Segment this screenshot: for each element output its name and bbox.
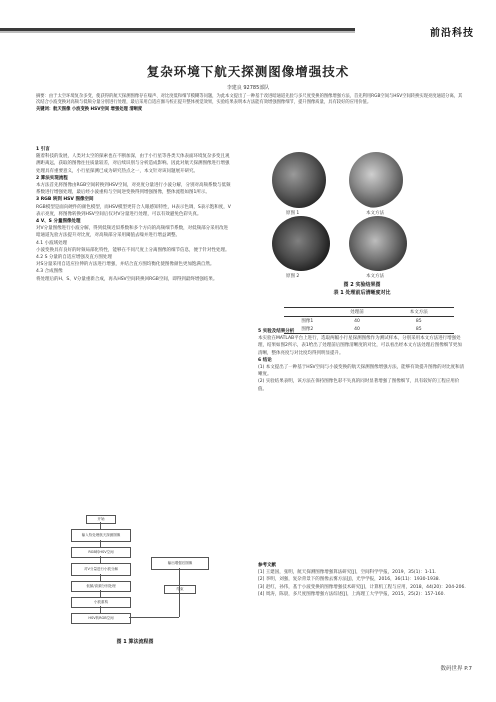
fig-label-4: 本文方法 [366, 274, 384, 279]
paragraph: 对S分量采用自适应拉伸的方法进行增强，并结合直方图均衡化使图像颜色更加饱满自然。 [36, 262, 215, 268]
left-column [36, 146, 232, 283]
article-title: 复杂环境下航天探测图像增强技术 [146, 64, 350, 79]
paragraph: 将处理后的H、S、V分量重新合成，再从HSV空间转换回RGB空间，即得到最终增强结果。 [36, 276, 218, 282]
paragraph: 本方法首先将图像由RGB空间转换到HSV空间，对亮度分量进行小波分解，分别对高频系数与低频系数进行增强处理，最后经小波重构与空间逆变换得到增强图像，整体流程如图1所示。 [36, 183, 231, 196]
paragraph: 本实验在MATLAB平台上进行，选取两幅小行星探测图像作为测试样本，分别采用本文方法进行增强处理，结果如图2所示，表1给出了处理前后图像清晰度的对比，可以看出经本文方法处理后图像细节更加清晰，整体亮度与对比度均得到明显提升。 [258, 336, 462, 356]
flow-node-input: 输入待处理航天探测图像 [71, 529, 131, 542]
table1-caption: 表 1 处理前后清晰度对比 [333, 290, 391, 296]
paragraph: 4.3 合成图像 [36, 269, 63, 275]
references [258, 562, 466, 598]
flow-node-end: 结束 [164, 585, 196, 594]
table-row [284, 317, 454, 326]
flowchart [46, 515, 224, 635]
table-cell: 图像2 [301, 327, 314, 332]
abstract-text: 摘要：由于太空环境复杂多变，使获得的航天探测图像存在噪声、对比度低和细节模糊等问题，为此本文提出了一种基于改进暗通道先验与多尺度变换的图像增强方法，首先利用RGB空间与HSV空间转换实现亮度通道分离，其次结合小波变换对高频与低频分量分别进行处理，最后采用自适应伽马校正提升整体视觉效果，实验结果表明本方法能有效增强图像细节，提升图像质量，具有较好的应用价值。 [36, 94, 463, 106]
abstract-block [36, 94, 466, 113]
references-heading: 参考文献 [258, 563, 276, 568]
reference-item: [3] 赵红，孙伟，基于小波变换的图像增强技术研究[J]，计算机工程与应用，2018，44(20)：204-206. [258, 584, 466, 590]
flow-node-start: 开始 [86, 515, 116, 524]
flow-node-hsv2rgb: HSV转RGB空间 [71, 613, 131, 624]
fig-label-1: 原图 1 [286, 211, 300, 216]
fig-label-3: 原图 2 [286, 274, 300, 279]
right-column [258, 328, 466, 393]
table-header [284, 308, 331, 317]
article-authors: 李建良 92785部队 [226, 85, 270, 91]
section-heading: 2 算法实现流程 [36, 175, 68, 181]
paragraph: 小波变换具有良好的时频局部化特性，能够在不同尺度上分离图像的细节信息，便于针对性处理。 [36, 247, 230, 253]
table-cell: 85 [415, 318, 422, 324]
keywords: 关键词：航天图像 小波变换 HSV空间 增强处理 清晰度 [36, 106, 143, 112]
fig2-caption: 图 2 实验结果图 [343, 282, 381, 288]
paragraph: RGB模型是面向硬件的颜色模型，而HSV模型更符合人眼感知特性，H表示色调，S表示饱和度，V表示亮度，将图像转换到HSV空间后仅对V分量进行处理，可以有效避免色彩失真。 [36, 204, 231, 217]
paragraph: 4.1 小波域处理 [36, 240, 68, 246]
section-heading: 3 RGB 转到 HSV 图像空间 [36, 197, 94, 203]
section-heading: 6 结论 [258, 357, 272, 363]
paragraph: (2) 实验结果表明，该方法在保持图像色彩不失真的同时显著增强了图像细节，具有较好的工程应用价值。 [258, 379, 460, 392]
reference-item: [1] 王建国，张明，航天探测图像增强算法研究[J]，空间科学学报，2019，35(1)：1-11. [258, 570, 437, 576]
flow-node-rgb2hsv: RGB转HSV空间 [71, 547, 131, 558]
section-heading: 5 实验及结果分析 [258, 329, 295, 334]
top-rule [0, 28, 496, 34]
table-header: 处理前 [350, 310, 364, 315]
enhanced-image-1 [349, 152, 403, 208]
flow-node-reconstruct: 小波重构 [71, 597, 131, 608]
table-cell: 40 [354, 326, 360, 332]
paragraph: 4.2 S 分量的自适应增强及直方图处理 [36, 255, 112, 261]
section-brand: 前沿科技 [430, 28, 474, 39]
enhanced-image-2 [349, 216, 407, 271]
paragraph: 对V分量图像进行小波分解，得到低频近似系数和多个方向的高频细节系数，对低频部分采用改进暗通道先验方法提升对比度，对高频部分采用阈值去噪并进行增益调整。 [36, 226, 229, 239]
table-cell: 图像1 [301, 319, 314, 324]
flow-node-process: 低频/高频分别处理 [71, 581, 131, 592]
flow-node-output: 输出增强后图像 [151, 557, 209, 570]
section-heading: 4 V、S 分量图像处理 [36, 219, 81, 225]
flow-node-wavelet: 对V分量进行小波分解 [71, 563, 131, 576]
reference-item: [4] 周涛，陈晨，多尺度图像增强方法综述[J]，上海理工大学学报，2015，25(2)：157-160. [258, 591, 445, 597]
original-image-1 [272, 152, 326, 208]
original-image-2 [272, 216, 330, 271]
reference-item: [2] 李明，刘强，复杂背景下的图像去雾方法[J]，光学学报，2016，36(11)：1930-1938. [258, 577, 441, 583]
table-cell: 40 [354, 318, 360, 324]
fig1-caption: 图 1 算法流程图 [116, 639, 154, 645]
page-footer: 数码世界 P.7 [440, 666, 472, 672]
paragraph: 随着科技的发展，人类对太空的探索也在不断加深，由于小行星等各类天体表面环境复杂多变且观测距离远，获取的图像往往质量较差，对后续识别与分析造成影响。因此对航天探测图像进行增强处理具有重要意义，小行星探测已成为研究热点之一，本文针对该问题展开研究。 [36, 154, 230, 174]
fig-label-2: 本文方法 [366, 211, 384, 216]
table-header: 本文方法 [409, 310, 428, 315]
table-cell: 85 [415, 326, 422, 332]
paragraph: (1) 本文提出了一种基于HSV空间与小波变换的航天探测图像增强方法，能够有效提升图像的对比度和清晰度。 [258, 365, 465, 378]
section-heading: 1 引言 [36, 147, 50, 152]
